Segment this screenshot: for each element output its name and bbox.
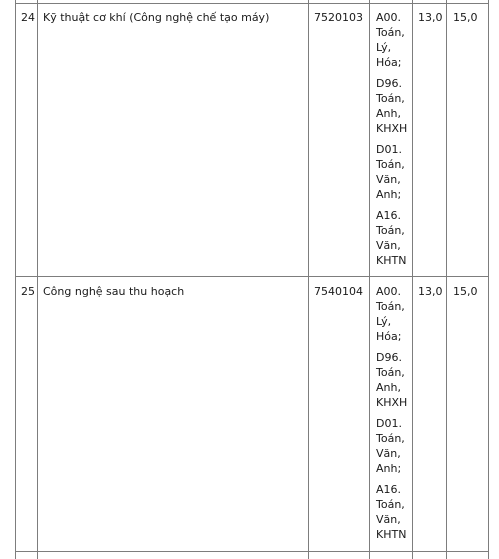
grid-line (15, 551, 489, 552)
subject-combo: A16. Toán, Văn, KHTN (376, 483, 407, 541)
grid-line (15, 0, 16, 559)
major-code: 7520103 (314, 11, 363, 24)
major-code: 7540104 (314, 285, 363, 298)
score-1: 13,0 (418, 11, 443, 24)
score-2: 15,0 (453, 11, 478, 24)
subject-combo: A00. Toán, Lý, Hóa; (376, 285, 405, 343)
major-name: Kỹ thuật cơ khí (Công nghệ chế tạo máy) (43, 11, 270, 24)
grid-line (15, 3, 489, 4)
subject-combo: D96. Toán, Anh, KHXH (376, 351, 408, 409)
subject-combo: D96. Toán, Anh, KHXH (376, 77, 408, 135)
score-2: 15,0 (453, 285, 478, 298)
grid-line (488, 0, 489, 559)
grid-line (412, 0, 413, 559)
subject-combinations (376, 284, 407, 548)
score-1: 13,0 (418, 285, 443, 298)
subject-combinations (376, 10, 407, 274)
grid-line (15, 276, 489, 277)
subject-combo: D01. Toán, Văn, Anh; (376, 143, 405, 201)
grid-line (369, 0, 370, 559)
subject-combo: D01. Toán, Văn, Anh; (376, 417, 405, 475)
grid-line (37, 0, 38, 559)
subject-combo: A00. Toán, Lý, Hóa; (376, 11, 405, 69)
row-number: 24 (21, 11, 35, 24)
major-name: Công nghệ sau thu hoạch (43, 285, 185, 298)
grid-line (446, 0, 447, 559)
subject-combo: A16. Toán, Văn, KHTN (376, 209, 407, 267)
row-number: 25 (21, 285, 35, 298)
grid-line (308, 0, 309, 559)
